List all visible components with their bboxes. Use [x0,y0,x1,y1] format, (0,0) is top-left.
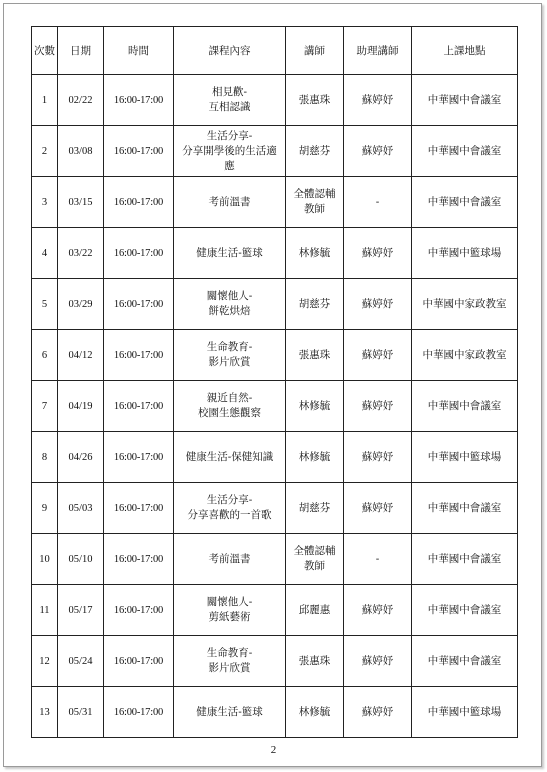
time-cell: 16:00-17:00 [104,534,174,585]
teacher-cell [286,75,344,126]
time-cell: 16:00-17:00 [104,636,174,687]
course-content-cell [174,585,286,636]
teacher-cell [286,330,344,381]
date-cell: 05/31 [58,687,104,738]
table-row [32,126,518,177]
location-cell: 中華國中會議室 [412,483,518,534]
table-row [32,687,518,738]
location-cell: 中華國中會議室 [412,636,518,687]
course-content-line: 互相認識 [208,101,251,113]
session-number-cell: 10 [32,534,58,585]
course-content-line: 生活分享- [206,129,253,142]
course-content-line: 健康生活-保健知識 [185,450,274,463]
table-row [32,534,518,585]
course-content-cell [174,177,286,228]
date-cell: 05/10 [58,534,104,585]
course-content-line: 剪紙藝術 [208,611,251,623]
session-number-cell: 12 [32,636,58,687]
location-cell: 中華國中會議室 [412,534,518,585]
assistant-teacher-cell: 蘇婷妤 [344,636,412,687]
teacher-cell [286,585,344,636]
assistant-teacher-cell: 蘇婷妤 [344,381,412,432]
date-cell: 03/08 [58,126,104,177]
teacher-name-line: 全體認輔 [293,545,336,557]
course-content-cell [174,687,286,738]
date-cell: 03/22 [58,228,104,279]
teacher-name-line: 張惠珠 [298,93,331,106]
header-session-count: 次數 [32,27,58,75]
time-cell: 16:00-17:00 [104,177,174,228]
session-number-cell: 2 [32,126,58,177]
teacher-cell [286,279,344,330]
teacher-cell [286,534,344,585]
session-number-cell: 7 [32,381,58,432]
header-teacher: 講師 [286,27,344,75]
assistant-teacher-cell: 蘇婷妤 [344,228,412,279]
assistant-teacher-cell: 蘇婷妤 [344,432,412,483]
course-content-cell [174,432,286,483]
teacher-name-line: 林修毓 [298,705,331,718]
header-date: 日期 [58,27,104,75]
table-row [32,279,518,330]
time-cell: 16:00-17:00 [104,279,174,330]
course-content-line: 生命教育- [206,341,253,353]
course-content-line: 校園生態觀察 [198,407,261,419]
teacher-cell [286,483,344,534]
table-row [32,636,518,687]
location-cell: 中華國中籃球場 [412,687,518,738]
course-content-line: 健康生活-籃球 [196,705,263,718]
session-number-cell: 5 [32,279,58,330]
table-row [32,177,518,228]
assistant-teacher-cell: 蘇婷妤 [344,279,412,330]
time-cell: 16:00-17:00 [104,228,174,279]
time-cell: 16:00-17:00 [104,483,174,534]
time-cell: 16:00-17:00 [104,381,174,432]
location-cell: 中華國中會議室 [412,381,518,432]
table-row [32,228,518,279]
table-row [32,585,518,636]
course-content-line: 應 [224,159,235,172]
date-cell: 05/17 [58,585,104,636]
date-cell: 02/22 [58,75,104,126]
header-row [32,27,518,75]
date-cell: 04/12 [58,330,104,381]
course-content-line: 考前溫書 [208,552,251,565]
table-row [32,483,518,534]
assistant-teacher-cell: - [344,177,412,228]
course-content-line: 影片欣賞 [208,356,251,368]
course-content-cell [174,279,286,330]
teacher-name-line: 林修毓 [298,450,331,463]
session-number-cell: 8 [32,432,58,483]
location-cell: 中華國中會議室 [412,585,518,636]
course-content-cell [174,534,286,585]
course-content-line: 相見歡- [211,86,248,98]
teacher-name-line: 張惠珠 [298,654,331,667]
table-row [32,330,518,381]
header-assistant-teacher: 助理講師 [344,27,412,75]
teacher-name-line: 張惠珠 [298,348,331,361]
session-number-cell: 9 [32,483,58,534]
time-cell: 16:00-17:00 [104,687,174,738]
session-number-cell: 3 [32,177,58,228]
course-content-line: 生命教育- [206,647,253,659]
session-number-cell: 1 [32,75,58,126]
course-content-cell [174,330,286,381]
session-number-cell: 6 [32,330,58,381]
location-cell: 中華國中會議室 [412,126,518,177]
assistant-teacher-cell: - [344,534,412,585]
date-cell: 04/19 [58,381,104,432]
header-location: 上課地點 [412,27,518,75]
course-content-line: 影片欣賞 [208,662,251,674]
schedule-table [31,26,518,738]
teacher-name-line: 胡慈芬 [298,144,331,157]
teacher-cell [286,126,344,177]
assistant-teacher-cell: 蘇婷妤 [344,75,412,126]
date-cell: 03/15 [58,177,104,228]
course-content-cell [174,126,286,177]
teacher-name-line: 胡慈芬 [298,297,331,310]
teacher-name-line: 林修毓 [298,399,331,412]
time-cell: 16:00-17:00 [104,330,174,381]
page-number: 2 [270,744,277,756]
assistant-teacher-cell: 蘇婷妤 [344,585,412,636]
teacher-cell [286,228,344,279]
teacher-name-line: 教師 [304,203,325,215]
header-time: 時間 [104,27,174,75]
location-cell: 中華國中籃球場 [412,228,518,279]
course-content-line: 分享開學後的生活適 [182,144,277,157]
teacher-name-line: 全體認輔 [293,188,336,200]
assistant-teacher-cell: 蘇婷妤 [344,483,412,534]
teacher-name-line: 教師 [304,560,325,572]
session-number-cell: 13 [32,687,58,738]
teacher-name-line: 林修毓 [298,246,331,259]
assistant-teacher-cell: 蘇婷妤 [344,126,412,177]
course-content-line: 考前溫書 [208,195,251,208]
course-content-line: 分享喜歡的一首歌 [187,509,272,521]
date-cell: 05/03 [58,483,104,534]
location-cell: 中華國中會議室 [412,75,518,126]
time-cell: 16:00-17:00 [104,585,174,636]
course-content-cell [174,483,286,534]
teacher-cell [286,381,344,432]
session-number-cell: 11 [32,585,58,636]
teacher-name-line: 邱麗惠 [298,603,331,616]
teacher-cell [286,432,344,483]
location-cell: 中華國中家政教室 [412,279,518,330]
date-cell: 04/26 [58,432,104,483]
course-content-line: 健康生活-籃球 [196,246,263,259]
course-content-line: 餅乾烘焙 [208,305,251,317]
session-number-cell: 4 [32,228,58,279]
header-course-content: 課程內容 [174,27,286,75]
time-cell: 16:00-17:00 [104,432,174,483]
assistant-teacher-cell: 蘇婷妤 [344,687,412,738]
teacher-cell [286,687,344,738]
course-content-line: 親近自然- [206,392,253,404]
course-content-cell [174,228,286,279]
course-content-cell [174,75,286,126]
course-content-cell [174,381,286,432]
course-content-line: 生活分享- [206,494,253,506]
location-cell: 中華國中會議室 [412,177,518,228]
date-cell: 03/29 [58,279,104,330]
teacher-cell [286,636,344,687]
time-cell: 16:00-17:00 [104,75,174,126]
table-row [32,381,518,432]
date-cell: 05/24 [58,636,104,687]
teacher-cell [286,177,344,228]
teacher-name-line: 胡慈芬 [298,501,331,514]
time-cell: 16:00-17:00 [104,126,174,177]
assistant-teacher-cell: 蘇婷妤 [344,330,412,381]
course-content-line: 關懷他人- [206,596,253,608]
course-content-cell [174,636,286,687]
table-row [32,75,518,126]
course-content-line: 關懷他人- [206,290,253,302]
location-cell: 中華國中籃球場 [412,432,518,483]
table-row [32,432,518,483]
location-cell: 中華國中家政教室 [412,330,518,381]
